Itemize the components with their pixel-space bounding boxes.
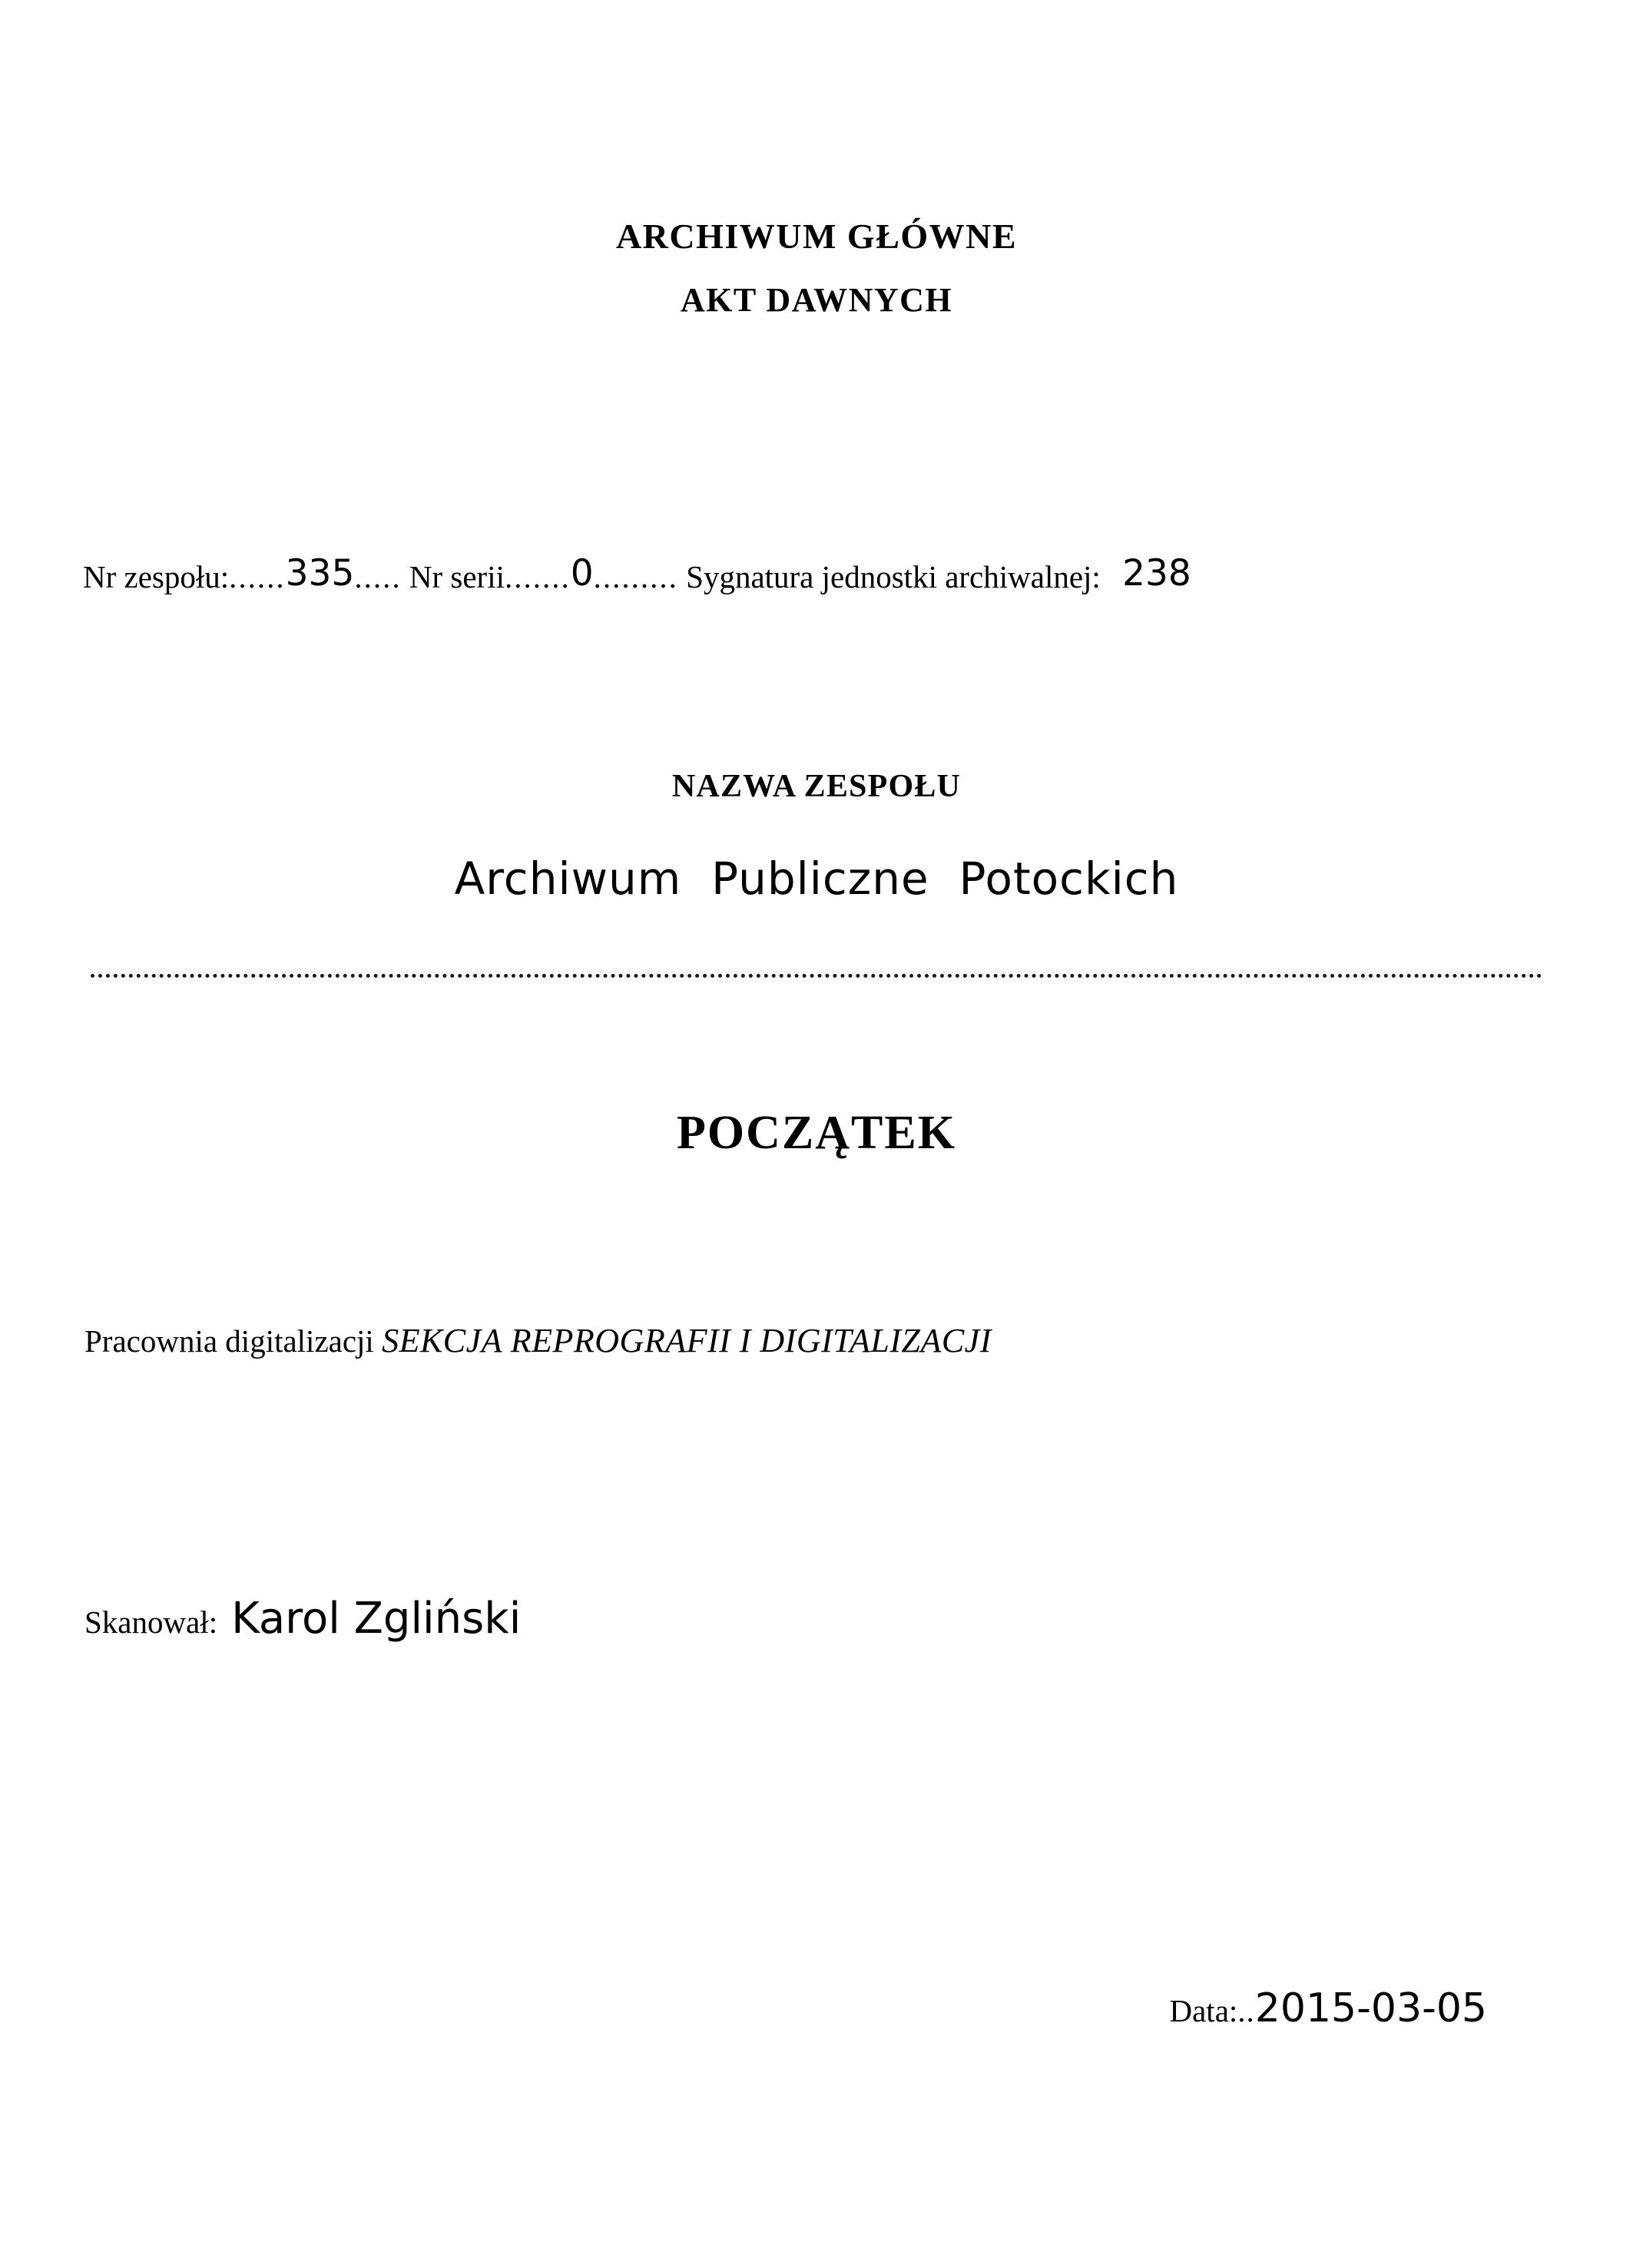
fond-number-value: 335 (285, 552, 355, 594)
institution-header (0, 215, 1633, 320)
scanned-by-value: Karol Zgliński (231, 1594, 522, 1644)
scanned-by-row (84, 1594, 521, 1644)
series-number-label: Nr serii (409, 559, 505, 594)
scan-date-value: 2015-03-05 (1254, 1985, 1487, 2031)
archival-unit-signature-label: Sygnatura jednostki archiwalnej: (686, 559, 1101, 594)
digitization-workshop-value: SEKCJA REPROGRAFII I DIGITALIZACJI (382, 1322, 992, 1359)
institution-name-line-1: ARCHIWUM GŁÓWNE (615, 217, 1018, 256)
section-marker-poczatek: POCZĄTEK (677, 1107, 956, 1159)
digitization-workshop-row (84, 1321, 992, 1360)
archival-unit-signature-value: 238 (1122, 552, 1191, 594)
scan-date-row (1170, 1985, 1488, 2031)
series-number-dots-left: ....... (504, 559, 571, 594)
fond-name-label: NAZWA ZESPOŁU (671, 769, 962, 804)
scanned-by-label: Skanował: (84, 1604, 218, 1640)
fond-number-label: Nr zespołu: (83, 559, 230, 594)
fond-number-dots-left: ...... (229, 559, 286, 594)
identification-row (83, 552, 1558, 597)
series-number-value: 0 (570, 552, 594, 594)
institution-name-line-2: AKT DAWNYCH (680, 281, 953, 320)
fond-number-dots-right: ..... (354, 559, 402, 594)
fond-name-value: Archiwum Publiczne Potockich (454, 853, 1179, 905)
scan-date-dots: .. (1237, 1993, 1255, 2028)
scan-date-label: Data: (1169, 1993, 1238, 2028)
digitization-workshop-label: Pracownia digitalizacji (84, 1323, 374, 1359)
series-number-dots-right: ......... (593, 559, 678, 594)
dotted-divider (91, 969, 1542, 978)
